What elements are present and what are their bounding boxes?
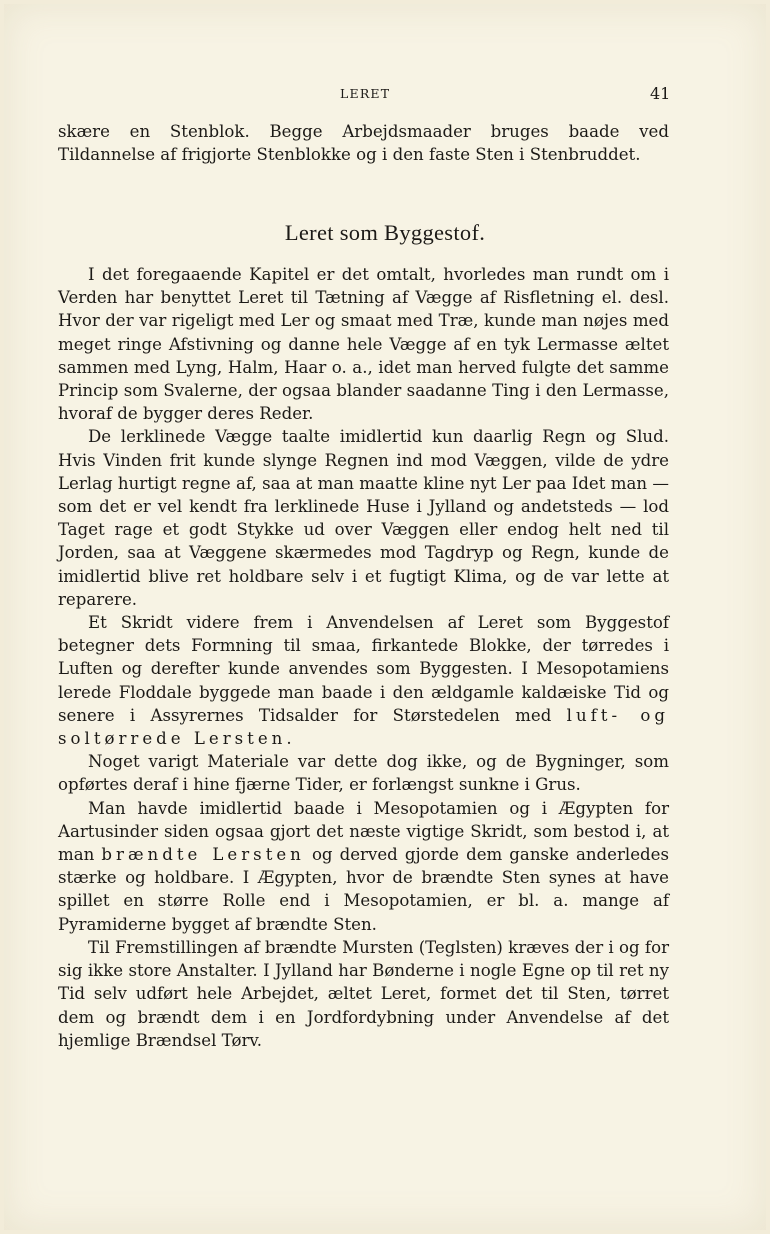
paragraph-4: Noget varigt Materiale var dette dog ikke, og de Bygninger, som opførtes deraf i hine fjærne Tider, er forlængst sunkne i Grus. <box>58 752 669 795</box>
paragraph-5-end: og derved gjorde dem ganske anderledes stærke og holdbare. I Ægypten, hvor de brændte Sten synes at have spillet en større Rolle end i Mesopotamien, er bl. a. mange af Pyramiderne bygget af brændte Sten. <box>58 845 670 934</box>
intro-paragraph-block <box>58 120 669 166</box>
page-number: 41 <box>650 84 671 103</box>
paragraph-5-text: Man havde imidlertid baade i Mesopotamien og i Ægypten for Aartusinder siden ogsaa gjort det næste vigtige Skridt, som bestod i, at man <box>58 798 669 865</box>
paragraph-3-end: . <box>286 729 292 749</box>
paragraph-5 <box>58 797 669 936</box>
paragraph-5-emphasis: brændte Lersten <box>101 845 305 865</box>
paragraph-3-text: Et Skridt videre frem i Anvendelsen af Leret som Byggestof betegner dets Formning til smaa, firkantede Blokke, der tørredes i Luften og derefter kunde anvendes som Byggesten. I Mesopotamiens lerede Floddale byggede man baade i den ældgamle kaldæiske Tid og senere i Assyrernes Tidsalder for Størstedelen med <box>58 613 669 725</box>
intro-paragraph: skære en Stenblok. Begge Arbejdsmaader bruges baade ved Tildannelse af frigjorte Stenblokke og i den faste Sten i Stenbruddet. <box>58 122 669 165</box>
section-title: Leret som Byggestof. <box>284 220 486 245</box>
paragraph-3-emphasis: luft- og soltørrede Lersten <box>58 705 669 749</box>
paragraph-3 <box>58 611 669 750</box>
running-title: LERET <box>340 86 391 101</box>
paragraph-6: Til Fremstillingen af brændte Mursten (Teglsten) kræves der i og for sig ikke store Anstalter. I Jylland har Bønderne i nogle Egne op til ret ny Tid selv udført hele Arbejdet, æltet Leret, formet det til Sten, tørret dem og brændt dem i en Jordfordybning under Anvendelse af det hjemlige Brændsel Tørv. <box>58 937 669 1050</box>
paragraph-1: I det foregaaende Kapitel er det omtalt, hvorledes man rundt om i Verden har benyttet Leret til Tætning af Vægge af Risfletning el. desl. Hvor der var rigeligt med Ler og smaat med Træ, kunde man nøjes med meget ringe Afstivning og danne hele Vægge af en tyk Lermasse æltet sammen med Lyng, Halm, Haar o. a., idet man herved fulgte det samme Princip som Svalerne, der ogsaa blander saadanne Ting i den Lermasse, hvoraf de bygger deres Reder. <box>58 265 669 424</box>
section-body <box>58 263 669 1052</box>
paragraph-2: De lerklinede Vægge taalte imidlertid kun daarlig Regn og Slud. Hvis Vinden frit kunde slynge Regnen ind mod Væggen, vilde de ydre Lerlag hurtigt regne af, saa at man maatte kline nyt Ler paa Idet man — som det er vel kendt fra lerklinede Huse i Jylland og andetsteds — lod Taget rage et godt Stykke ud over Væggen eller endog helt ned til Jorden, saa at Væggene skærmedes mod Tagdryp og Regn, kunde de imidlertid blive ret holdbare selv i et fugtigt Klima, og de var lette at reparere. <box>58 427 669 609</box>
running-head <box>0 84 770 106</box>
